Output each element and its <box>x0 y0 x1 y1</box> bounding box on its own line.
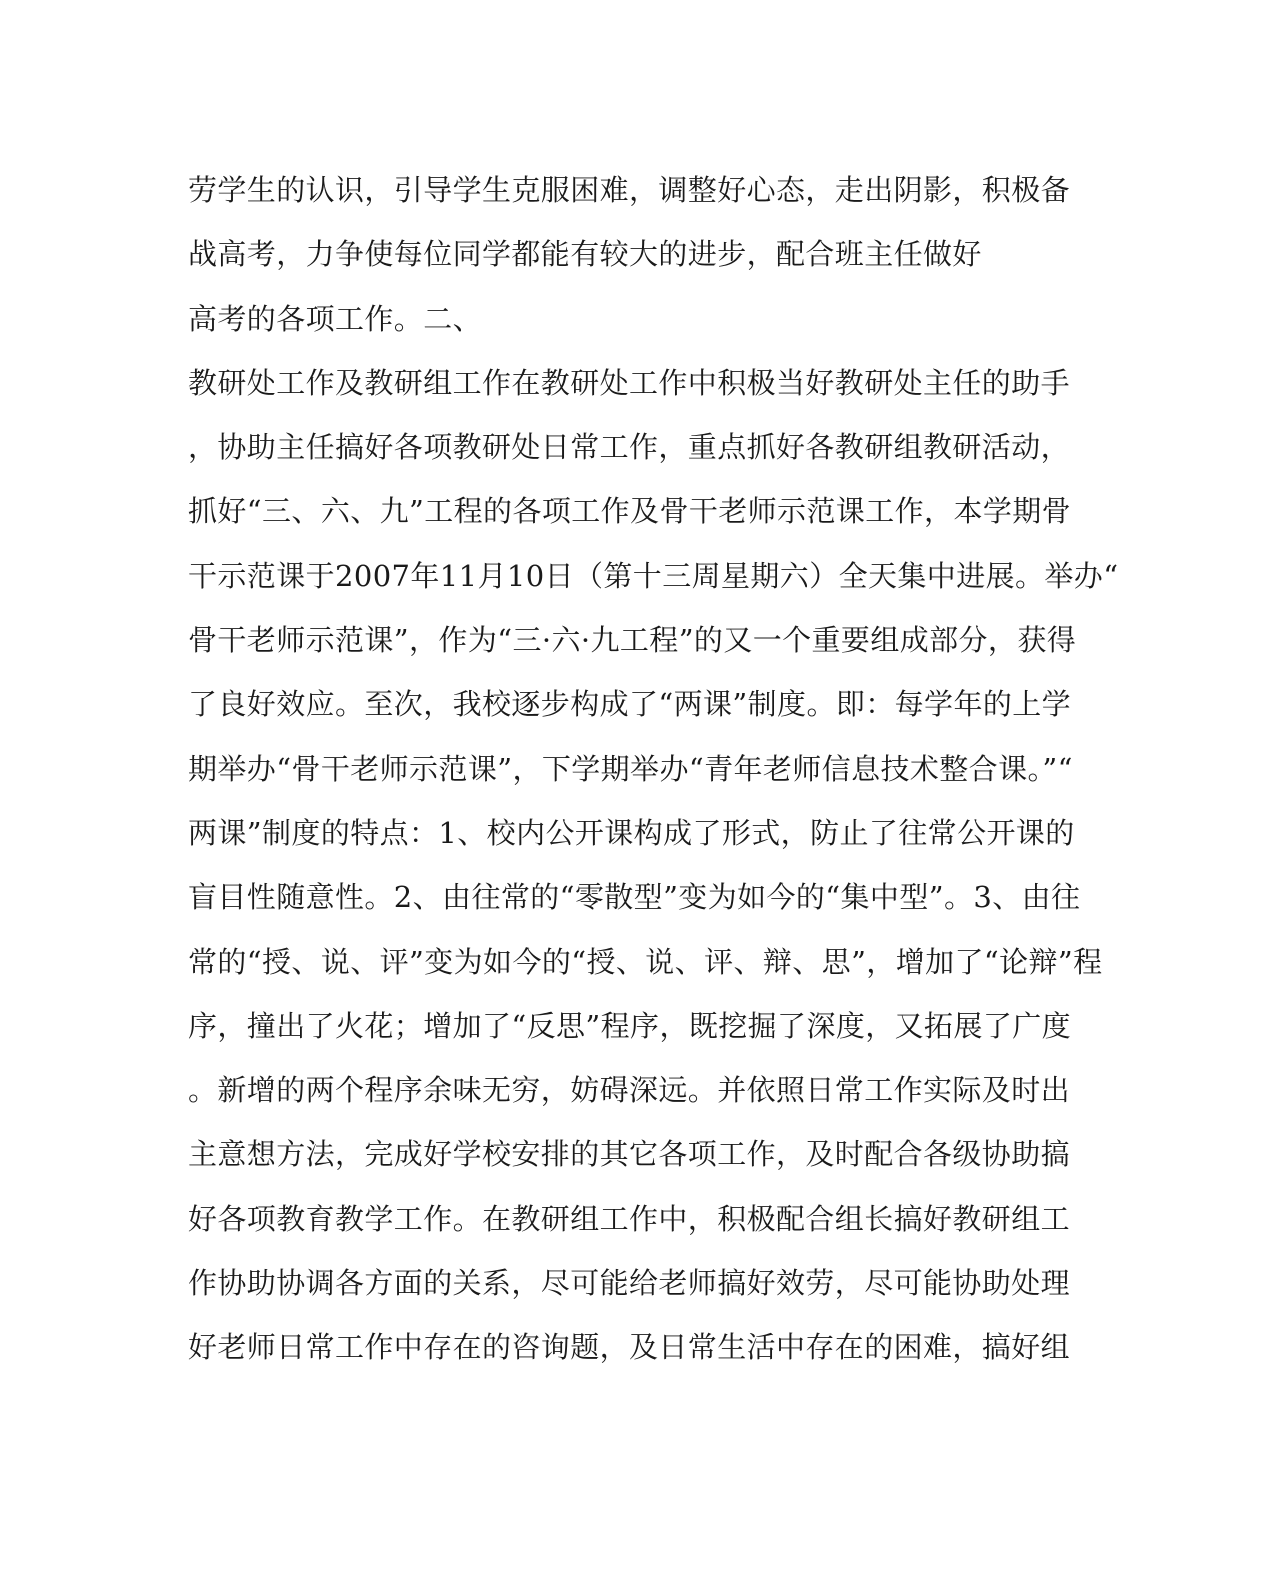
text-line: 好老师日常工作中存在的咨询题，及日常生活中存在的困难，搞好组 <box>188 1330 1071 1365</box>
text-line: 劳学生的认识，引导学生克服困难，调整好心态，走出阴影，积极备 <box>188 173 1071 207</box>
text-line: 。新增的两个程序余味无穷，妨碍深远。并依照日常工作实际及时出 <box>188 1073 1071 1108</box>
text-line: 序，撞出了火花；增加了“反思”程序，既挖掘了深度，又拓展了广度 <box>188 1008 1072 1043</box>
text-line: 了良好效应。至次，我校逐步构成了“两课”制度。即：每学年的上学 <box>188 687 1072 722</box>
text-line: 高考的各项工作。二、 <box>188 301 483 336</box>
text-line: 抓好“三、六、九”工程的各项工作及骨干老师示范课工作，本学期骨 <box>188 494 1072 529</box>
text-line: 骨干老师示范课”，作为“三·六·九工程”的又一个重要组成部分，获得 <box>188 623 1077 658</box>
text-line: 盲目性随意性。2、由往常的“零散型”变为如今的“集中型”。3、由往 <box>188 880 1081 915</box>
text-line: 作协助协调各方面的关系，尽可能给老师搞好效劳，尽可能协助处理 <box>188 1266 1071 1301</box>
text-line: 干示范课于2007年11月10日（第十三周星期六）全天集中进展。举办“ <box>188 558 1119 593</box>
text-line: 战高考，力争使每位同学都能有较大的进步，配合班主任做好 <box>188 237 982 272</box>
text-line: 好各项教育教学工作。在教研组工作中，积极配合组长搞好教研组工 <box>188 1201 1071 1236</box>
text-line: 两课”制度的特点：1、校内公开课构成了形式，防止了往常公开课的 <box>188 815 1075 850</box>
body-text <box>188 158 1119 1380</box>
text-line: 教研处工作及教研组工作在教研处工作中积极当好教研处主任的助手 <box>188 365 1071 400</box>
text-line: ，协助主任搞好各项教研处日常工作，重点抓好各教研组教研活动， <box>188 430 1071 465</box>
text-line: 常的“授、说、评”变为如今的“授、说、评、辩、思”，增加了“论辩”程 <box>188 944 1103 979</box>
text-line: 主意想方法，完成好学校安排的其它各项工作，及时配合各级协助搞 <box>188 1137 1071 1172</box>
text-line: 期举办“骨干老师示范课”，下学期举办“青年老师信息技术整合课。”“ <box>188 751 1073 786</box>
